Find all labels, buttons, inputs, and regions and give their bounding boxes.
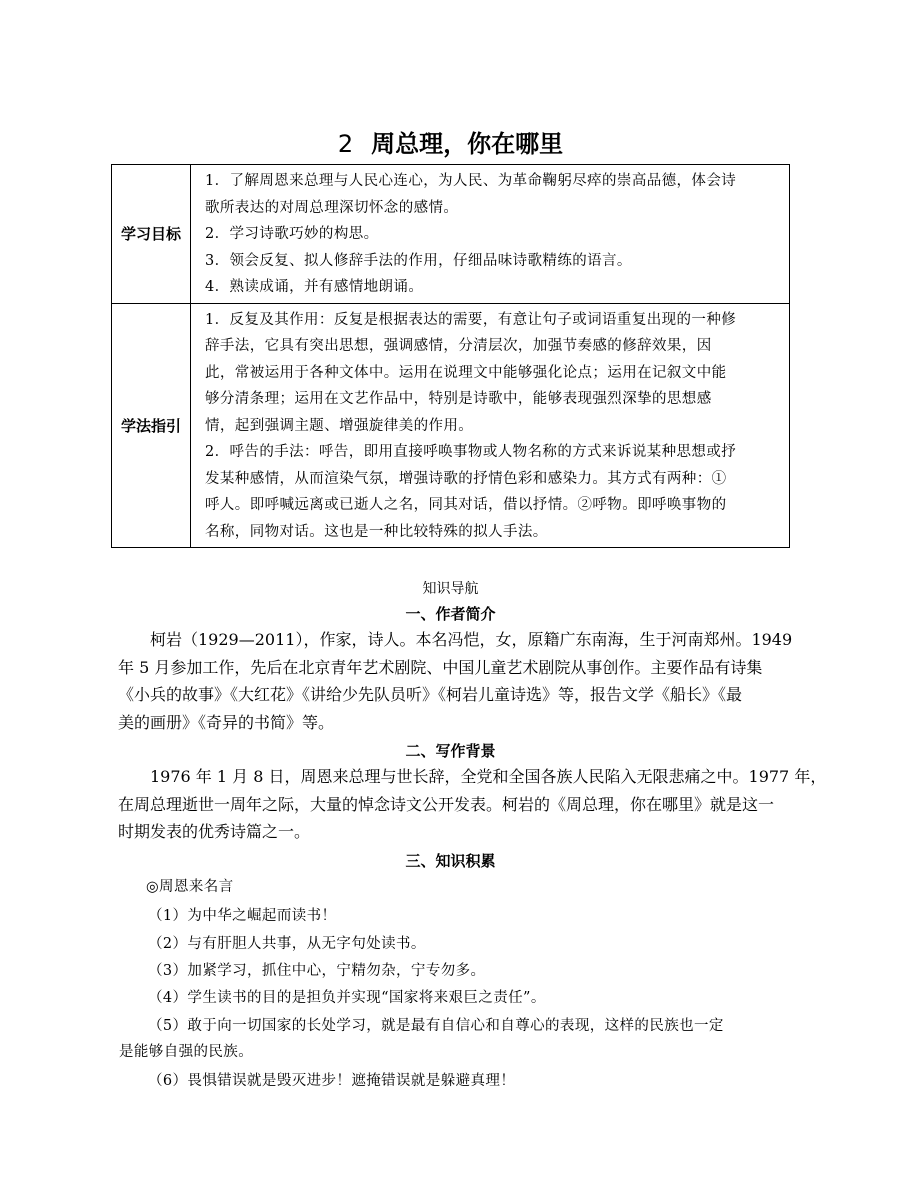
guide-line: 此，常被运用于各种文体中。运用在说理文中能够强化论点；运用在记叙文中能 [205,364,727,381]
author-heading: 一、作者简介 [405,605,496,623]
quote-item: （2）与有肝胆人共事，从无字句处读书。 [148,936,426,952]
goals-line: 歌所表达的对周总理深切怀念的感情。 [205,199,459,216]
goals-heading: 学习目标 [112,165,191,304]
knowledge-nav-label: 知识导航 [422,581,479,597]
goals-line: 2．学习诗歌巧妙的构思。 [205,226,379,242]
background-line: 1976 年 1 月 8 日，周恩来总理与世长辞，全党和全国各族人民陷入无限悲痛之中。1977 年， [118,767,827,786]
background-heading: 二、写作背景 [405,742,496,760]
author-line: 柯岩（1929—2011），作家，诗人。本名冯恺，女，原籍广东南海，生于河南郑州。1949 [118,630,793,649]
quote-item: （6）畏惧错误就是毁灭进步！遮掩错误就是躲避真理！ [148,1073,516,1089]
goals-content [191,165,790,304]
lesson-title: 周总理，你在哪里 [371,130,564,158]
guide-row [112,303,790,548]
guide-line: 发某种感情，从而渲染气氛，增强诗歌的抒情色彩和感染力。其方式有两种：① [205,470,727,487]
quote-item: （5）敢于向一切国家的长处学习，就是最有自信心和自尊心的表现，这样的民族也一定 [148,1018,724,1034]
page-title [0,128,901,160]
guide-line: 名称，同物对话。这也是一种比较特殊的拟人手法。 [205,523,548,540]
guide-heading: 学法指引 [112,303,191,548]
goals-line: 3．领会反复、拟人修辞手法的作用，仔细品味诗歌精练的语言。 [205,252,632,269]
accumulation-heading: 三、知识积累 [405,852,496,870]
guide-line: 情，起到强调主题、增强旋律美的作用。 [205,417,474,434]
background-line: 在周总理逝世一周年之际，大量的悼念诗文公开发表。柯岩的《周总理，你在哪里》就是这一 [118,794,775,814]
goals-line: 4．熟读成诵，并有感情地朗诵。 [205,279,424,295]
background-line: 时期发表的优秀诗篇之一。 [118,822,311,841]
guide-line: 呼人。即呼喊远离或已逝人之名，同其对话，借以抒情。②呼物。即呼唤事物的 [205,497,727,513]
author-paragraph [118,626,793,736]
quote-item: （3）加紧学习，抓住中心，宁精勿杂，宁专勿多。 [148,963,486,979]
guide-line: 1．反复及其作用：反复是根据表达的需要，有意让句子或词语重复出现的一种修 [205,311,737,328]
objectives-table [111,164,790,548]
guide-line: 够分清条理；运用在文艺作品中，特别是诗歌中，能够表现强烈深挚的思想感 [205,391,712,407]
author-line: 《小兵的故事》《大红花》《讲给少先队员听》《柯岩儿童诗选》等，报告文学《船长》《最 [118,685,743,704]
author-line: 年 5 月参加工作，先后在北京青年艺术剧院、中国儿童艺术剧院从事创作。主要作品有诗集 [118,657,763,677]
quote-item-continued: 是能够自强的民族。 [119,1044,254,1060]
guide-content [191,303,790,548]
quote-item: （4）学生读书的目的是担负并实现“国家将来艰巨之责任”。 [148,990,546,1006]
guide-line: 2．呼告的手法：呼告，即用直接呼唤事物或人物名称的方式来诉说某种思想或抒 [205,444,737,460]
guide-line: 辞手法，它具有突出思想，强调感情，分清层次，加强节奏感的修辞效果，因 [205,338,712,354]
quote-item: （1）为中华之崛起而读书！ [148,908,337,924]
quotes-intro: ◎周恩来名言 [146,879,234,895]
goals-line: 1．了解周恩来总理与人民心连心，为人民、为革命鞠躬尽瘁的崇高品德，体会诗 [205,173,737,189]
lesson-number: 2 [337,130,354,158]
goals-row [112,165,790,304]
background-paragraph [118,763,827,846]
author-line: 美的画册》《奇异的书简》等。 [118,712,335,732]
